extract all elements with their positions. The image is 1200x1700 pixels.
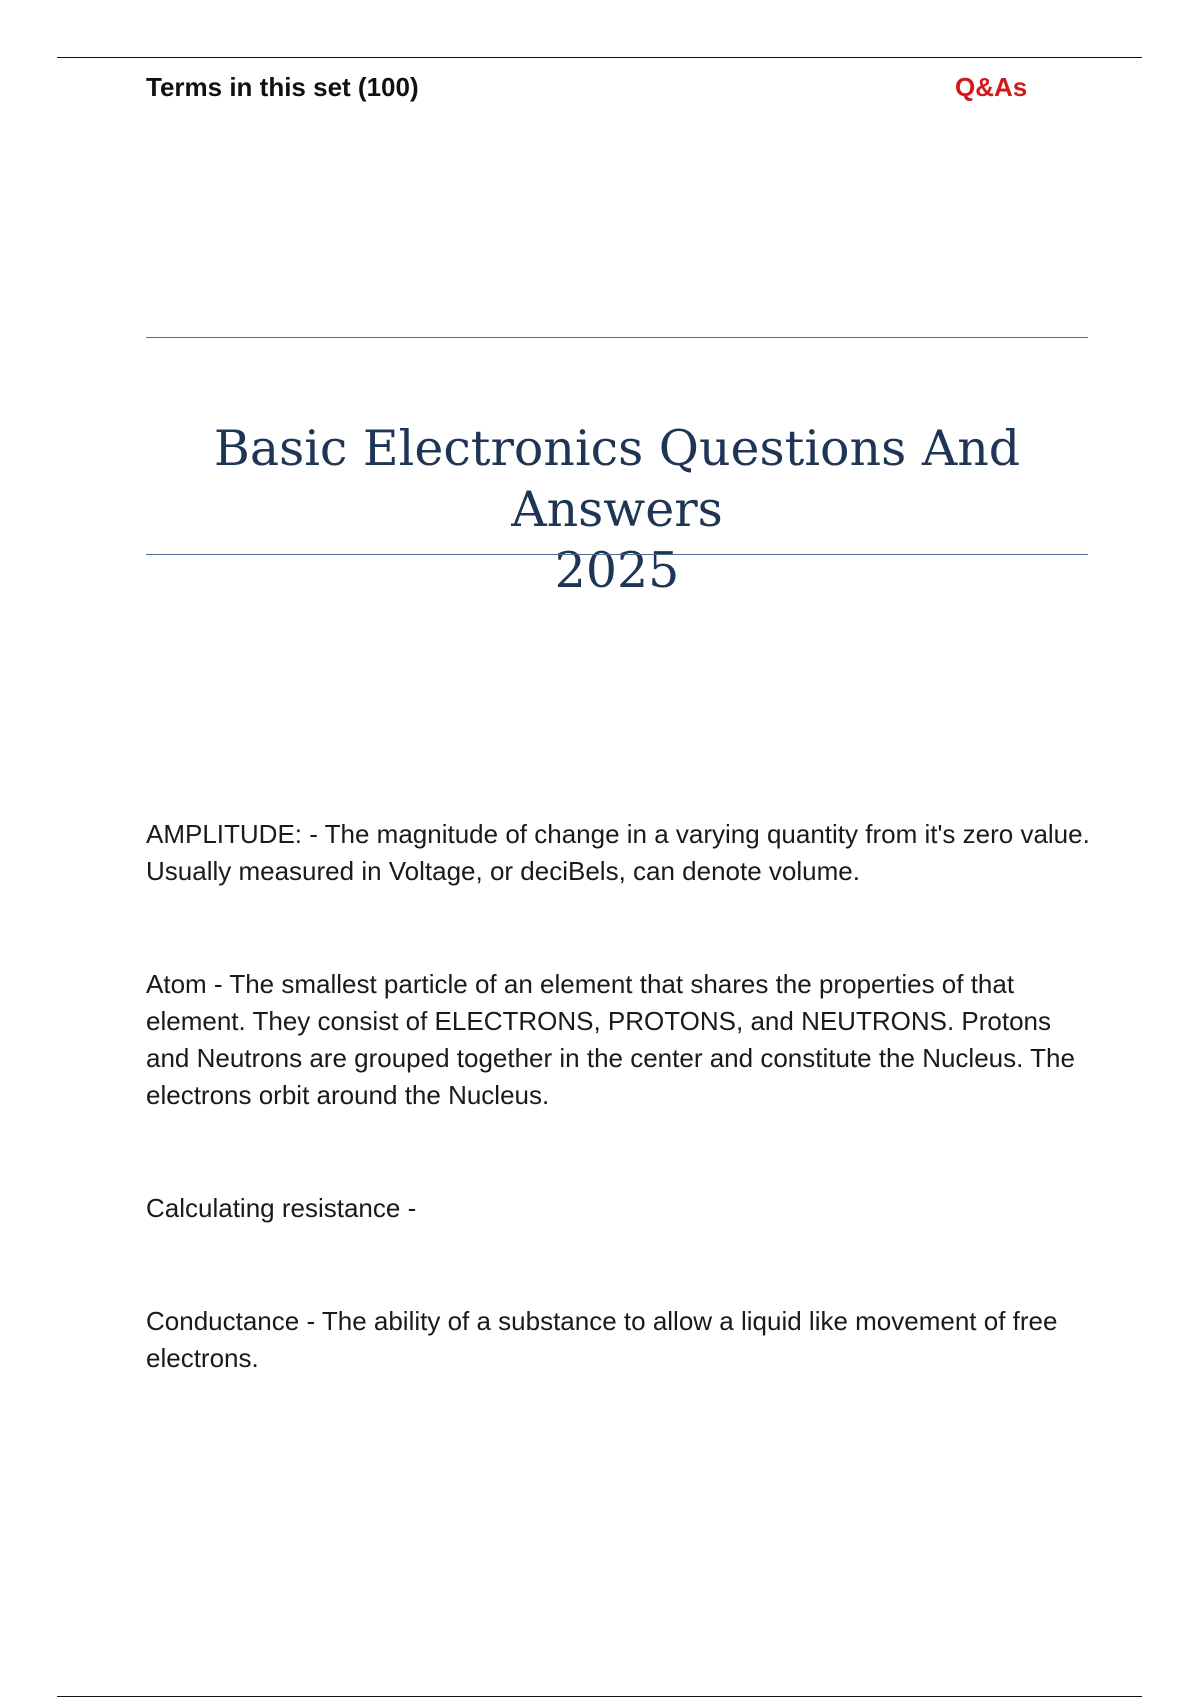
term-conductance: Conductance - The ability of a substance to allow a liquid like movement of free electrons. — [146, 1306, 1058, 1373]
document-title-line-2: 2025 — [554, 542, 680, 599]
document-title — [146, 418, 1088, 601]
title-top-divider — [146, 337, 1088, 338]
term-calculating-resistance: Calculating resistance - — [146, 1193, 417, 1223]
qa-tag: Q&As — [955, 72, 1028, 102]
document-title-line-1: Basic Electronics Questions And Answers — [213, 420, 1021, 538]
terms-count-label: Terms in this set (100) — [146, 72, 419, 102]
term-list — [146, 816, 1096, 1453]
bottom-divider — [57, 1696, 1142, 1697]
top-divider — [57, 57, 1142, 58]
title-bottom-divider — [146, 554, 1088, 555]
term-atom: Atom - The smallest particle of an element that shares the properties of that element. They consist of ELECTRONS, PROTONS, and NEUTRONS. Protons and Neutrons are grouped together in the center and constitute the Nucleus. The electrons orbit around the Nucleus. — [146, 969, 1075, 1110]
term-amplitude: AMPLITUDE: - The magnitude of change in a varying quantity from it's zero value. Usually measured in Voltage, or deciBels, can denote volume. — [146, 819, 1090, 886]
